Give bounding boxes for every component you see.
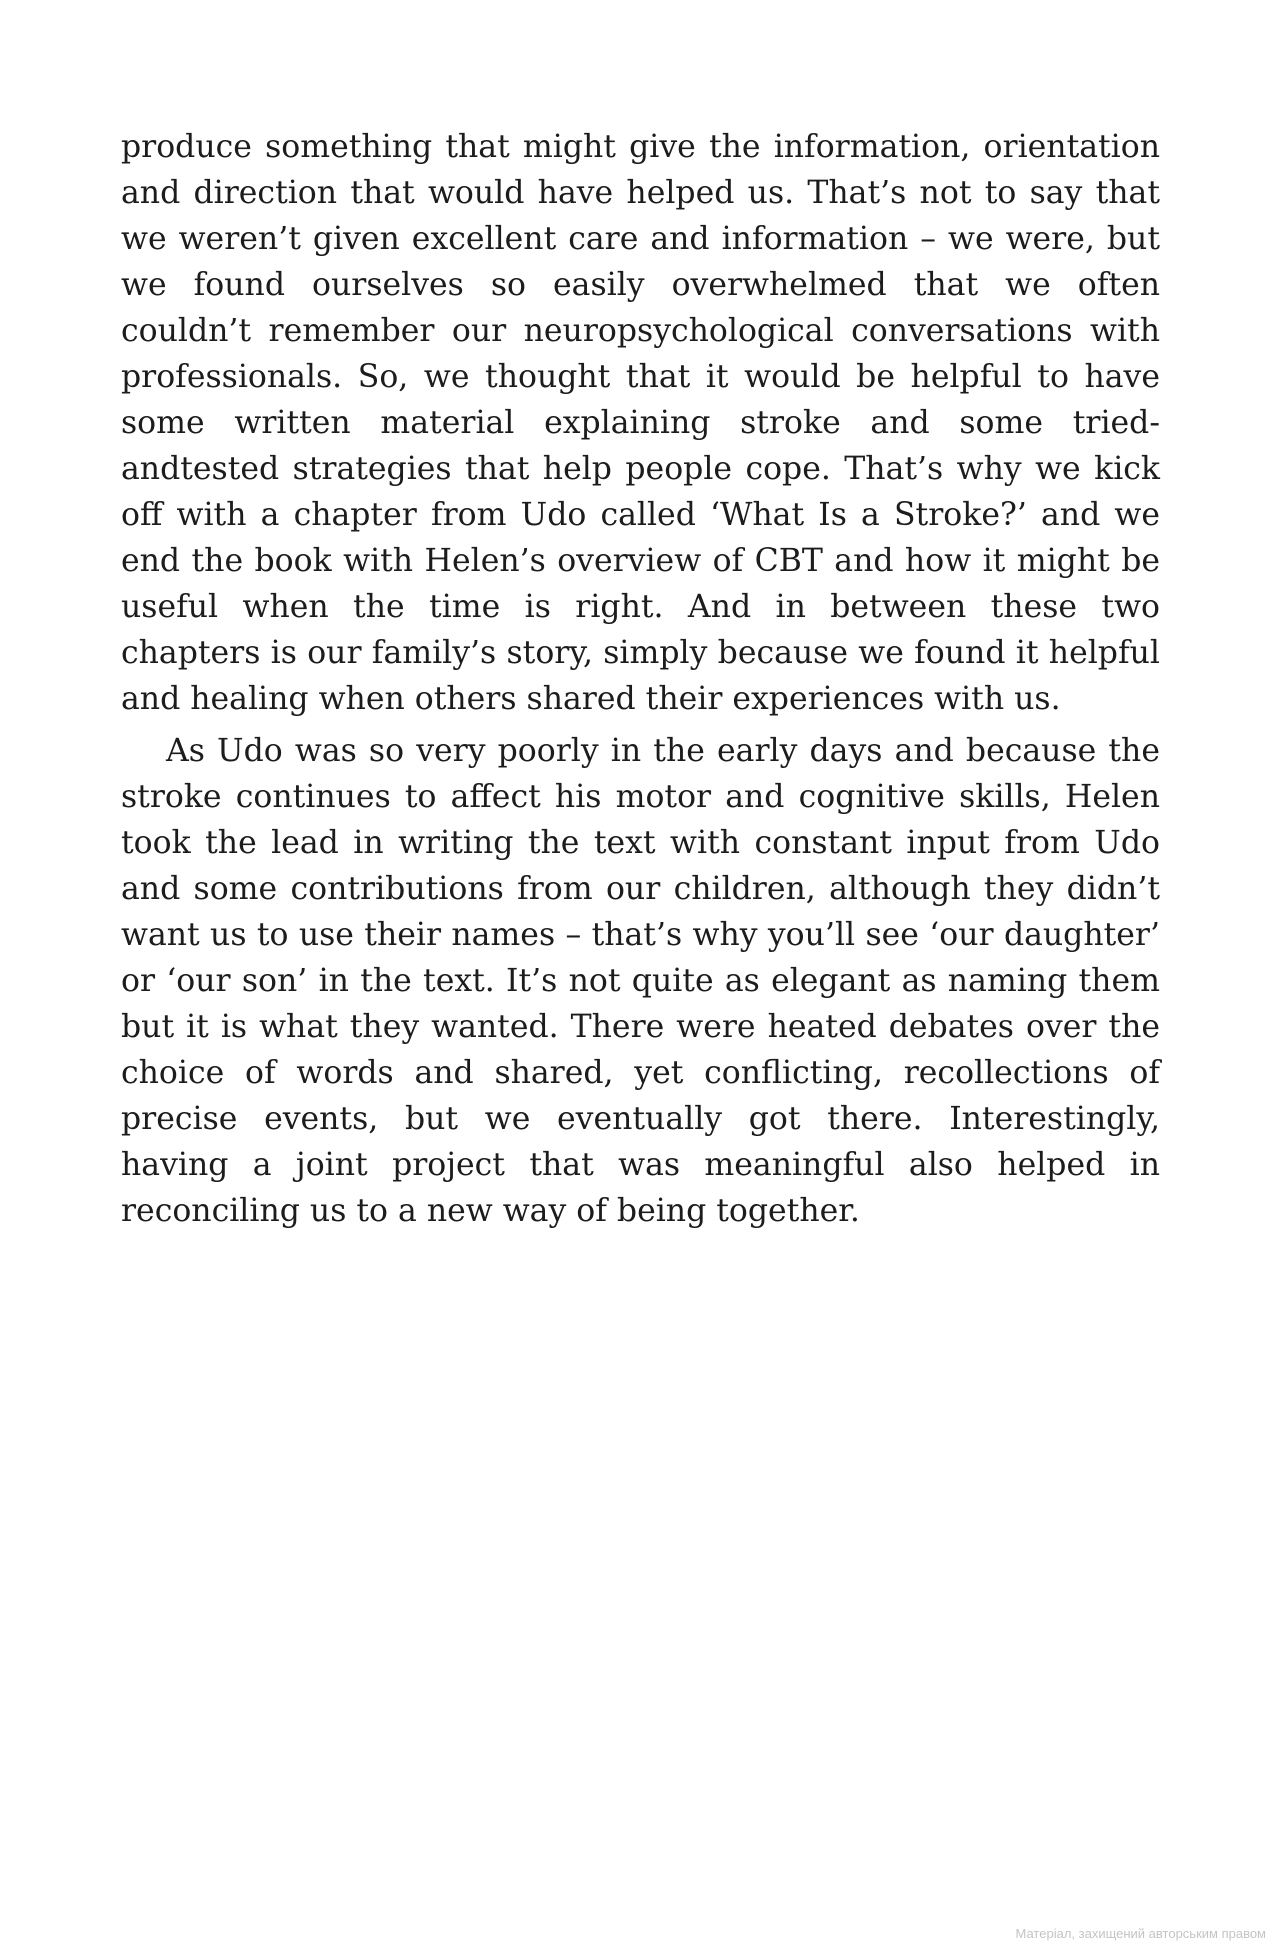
- copyright-watermark: Матеріал, захищений авторським правом: [1015, 1926, 1266, 1941]
- paragraph-continued: produce something that might give the information, orientation and direction that would have helped us. That’s not to say that we weren’t given excellent care and information – we were, but we found ourselves so easily overwhelmed that we often couldn’t remember our neuropsychological conversations with professionals. So, we thought that it would be helpful to have some written material explaining stroke and some tried-andtested strategies that help people cope. That’s why we kick off with a chapter from Udo called ‘What Is a Stroke?’ and we end the book with Helen’s overview of CBT and how it might be useful when the time is right. And in between these two chapters is our family’s story, simply because we found it helpful and healing when others shared their experiences with us.: [121, 129, 1160, 717]
- paragraph-udo-helen: As Udo was so very poorly in the early days and because the stroke continues to affect his motor and cognitive skills, Helen took the lead in writing the text with constant input from Udo and some contributions from our children, although they didn’t want us to use their names – that’s why you’ll see ‘our daughter’ or ‘our son’ in the text. It’s not quite as elegant as naming them but it is what they wanted. There were heated debates over the choice of words and shared, yet conflicting, recollections of precise events, but we eventually got there. Interestingly, having a joint project that was meaningful also helped in reconciling us to a new way of being together.: [121, 733, 1160, 1229]
- body-text: [121, 124, 1160, 1234]
